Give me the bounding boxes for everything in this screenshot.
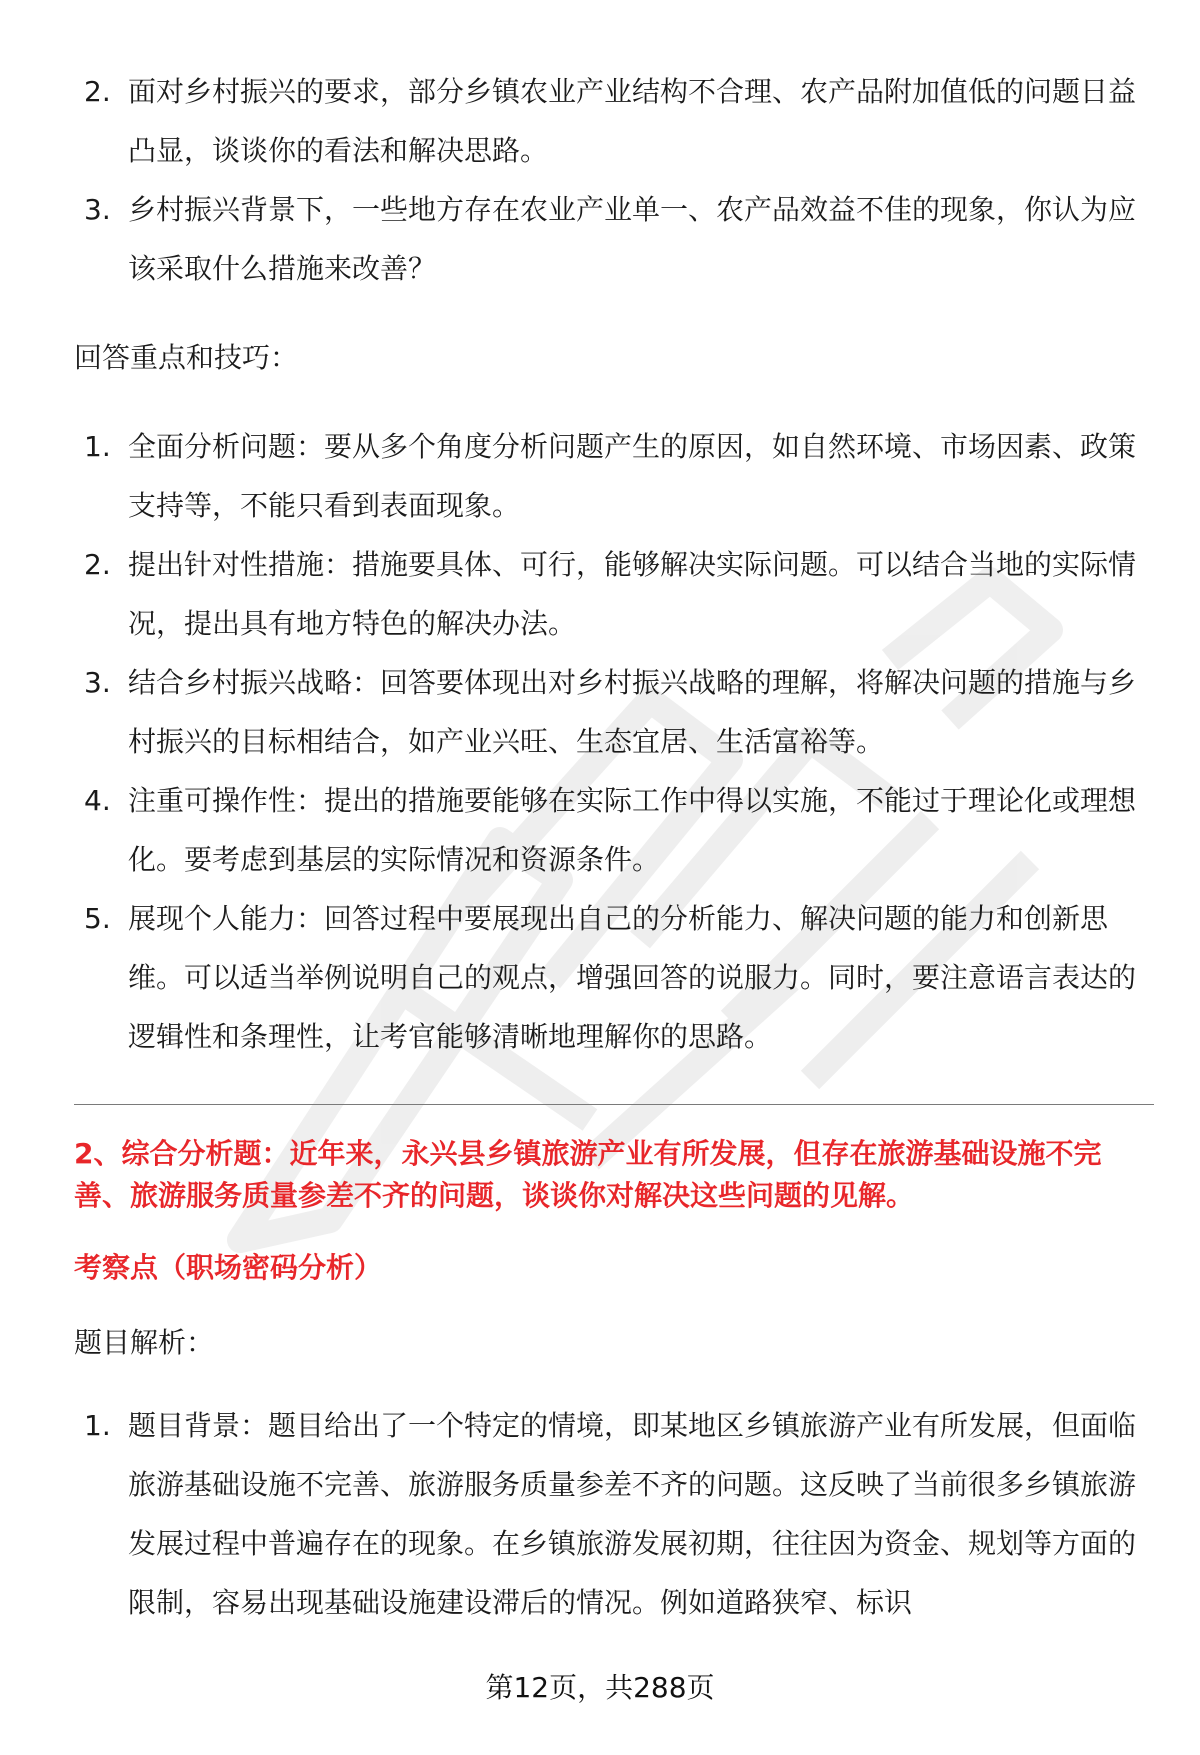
answer-heading: 回答重点和技巧： xyxy=(74,341,299,374)
list-item xyxy=(74,180,1144,298)
list-item xyxy=(74,771,1144,889)
list-number: 3. xyxy=(84,666,111,699)
list-item xyxy=(74,417,1144,535)
list-number: 1. xyxy=(84,1409,111,1442)
tips-list xyxy=(74,417,1144,1066)
list-number: 4. xyxy=(84,784,111,817)
list-number: 1. xyxy=(84,430,111,463)
list-item xyxy=(74,653,1144,771)
question-list-continued xyxy=(74,62,1144,298)
document-body xyxy=(74,62,1144,1632)
question-title: 2、综合分析题：近年来，永兴县乡镇旅游产业有所发展，但存在旅游基础设施不完善、旅游服务质量参差不齐的问题，谈谈你对解决这些问题的见解。 xyxy=(74,1137,1102,1212)
list-text: 全面分析问题：要从多个角度分析问题产生的原因，如自然环境、市场因素、政策支持等，不能只看到表面现象。 xyxy=(128,430,1137,522)
list-text: 注重可操作性：提出的措施要能够在实际工作中得以实施，不能过于理论化或理想化。要考虑到基层的实际情况和资源条件。 xyxy=(128,784,1137,876)
list-item xyxy=(74,535,1144,653)
list-number: 2. xyxy=(84,548,111,581)
exam-point-heading: 考察点（职场密码分析） xyxy=(74,1251,383,1284)
section-divider xyxy=(74,1104,1154,1105)
list-number: 3. xyxy=(84,193,111,226)
list-item xyxy=(74,889,1144,1066)
analysis-heading: 题目解析： xyxy=(74,1326,215,1359)
analysis-list xyxy=(74,1396,1144,1632)
list-text: 乡村振兴背景下，一些地方存在农业产业单一、农产品效益不佳的现象，你认为应该采取什么措施来改善？ xyxy=(128,193,1137,285)
list-text: 面对乡村振兴的要求，部分乡镇农业产业结构不合理、农产品附加值低的问题日益凸显，谈谈你的看法和解决思路。 xyxy=(128,75,1137,167)
list-item xyxy=(74,62,1144,180)
list-text: 题目背景：题目给出了一个特定的情境，即某地区乡镇旅游产业有所发展，但面临旅游基础设施不完善、旅游服务质量参差不齐的问题。这反映了当前很多乡镇旅游发展过程中普遍存在的现象。在乡镇旅游发展初期，往往因为资金、规划等方面的限制，容易出现基础设施建设滞后的情况。例如道路狭窄、标识 xyxy=(128,1409,1137,1619)
list-text: 提出针对性措施：措施要具体、可行，能够解决实际问题。可以结合当地的实际情况，提出具有地方特色的解决办法。 xyxy=(128,548,1137,640)
list-text: 结合乡村振兴战略：回答要体现出对乡村振兴战略的理解，将解决问题的措施与乡村振兴的目标相结合，如产业兴旺、生态宜居、生活富裕等。 xyxy=(128,666,1137,758)
list-item xyxy=(74,1396,1144,1632)
list-text: 展现个人能力：回答过程中要展现出自己的分析能力、解决问题的能力和创新思维。可以适当举例说明自己的观点，增强回答的说服力。同时，要注意语言表达的逻辑性和条理性，让考官能够清晰地理解你的思路。 xyxy=(128,902,1137,1053)
page-footer: 第12页，共288页 xyxy=(485,1671,715,1704)
list-number: 5. xyxy=(84,902,111,935)
list-number: 2. xyxy=(84,75,111,108)
